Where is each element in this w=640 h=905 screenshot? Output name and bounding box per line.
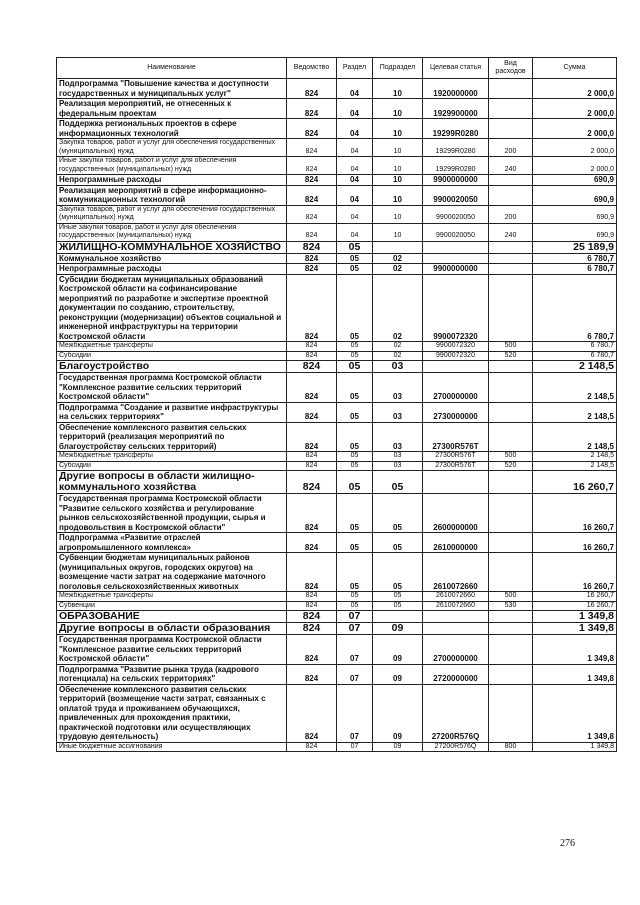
row-name: Межбюджетные трансферты [57,452,287,462]
row-target-article: 2720000000 [423,664,489,684]
row-name: Закупка товаров, работ и услуг для обеспечения государственных (муниципальных) нужд [57,205,287,223]
row-expense-type [489,274,533,342]
table-row [57,223,617,241]
row-section: 05 [337,494,373,533]
row-subsection: 05 [373,494,423,533]
row-expense-type [489,611,533,623]
row-name: ЖИЛИЩНО-КОММУНАЛЬНОЕ ХОЗЯЙСТВО [57,241,287,253]
row-subsection: 03 [373,361,423,373]
row-section: 04 [337,119,373,139]
row-department: 824 [287,79,337,99]
row-department: 824 [287,342,337,352]
row-amount: 2 148,5 [533,461,617,471]
row-subsection: 10 [373,223,423,241]
row-section: 07 [337,742,373,752]
row-name: Закупка товаров, работ и услуг для обеспечения государственных (муниципальных) нужд [57,139,287,157]
table-row [57,205,617,223]
row-name: Межбюджетные трансферты [57,342,287,352]
row-section: 07 [337,611,373,623]
row-section: 07 [337,664,373,684]
row-target-article: 9900072320 [423,274,489,342]
row-target-article: 27300R576T [423,452,489,462]
row-department: 824 [287,139,337,157]
row-department: 824 [287,452,337,462]
row-target-article: 2610072660 [423,553,489,592]
row-section: 05 [337,461,373,471]
row-target-article: 1920000000 [423,79,489,99]
row-subsection: 09 [373,664,423,684]
row-expense-type: 500 [489,592,533,602]
row-department: 824 [287,742,337,752]
row-target-article: 1929900000 [423,99,489,119]
row-target-article: 9900000000 [423,264,489,275]
row-name: Субвенции [57,601,287,611]
table-row [57,742,617,752]
row-department: 824 [287,253,337,264]
row-section: 07 [337,684,373,742]
row-department: 824 [287,157,337,175]
table-row [57,241,617,253]
row-expense-type: 500 [489,452,533,462]
table-row [57,99,617,119]
row-subsection: 10 [373,119,423,139]
row-expense-type [489,79,533,99]
header-amount: Сумма [533,58,617,79]
row-subsection: 10 [373,157,423,175]
row-subsection: 05 [373,592,423,602]
row-target-article: 9900020050 [423,185,489,205]
row-section: 05 [337,373,373,403]
row-section: 05 [337,253,373,264]
row-department: 824 [287,553,337,592]
header-name: Наименование [57,58,287,79]
row-expense-type [489,361,533,373]
row-department: 824 [287,99,337,119]
header-section: Раздел [337,58,373,79]
table-row [57,119,617,139]
row-amount: 6 780,7 [533,264,617,275]
row-department: 824 [287,274,337,342]
table-row [57,684,617,742]
row-subsection: 03 [373,461,423,471]
row-subsection: 02 [373,351,423,361]
row-name: Иные бюджетные ассигнования [57,742,287,752]
table-row [57,274,617,342]
row-department: 824 [287,264,337,275]
row-target-article [423,241,489,253]
row-target-article: 2700000000 [423,373,489,403]
row-section: 05 [337,533,373,553]
table-row [57,361,617,373]
row-name: Иные закупки товаров, работ и услуг для обеспечения государственных (муниципальных) нужд [57,223,287,241]
row-amount: 690,9 [533,205,617,223]
row-subsection: 02 [373,342,423,352]
table-row [57,253,617,264]
row-expense-type: 530 [489,601,533,611]
row-subsection: 10 [373,99,423,119]
table-body [57,79,617,752]
row-expense-type [489,373,533,403]
table-row [57,533,617,553]
table-row [57,422,617,452]
row-subsection: 03 [373,373,423,403]
row-amount: 2 000,0 [533,139,617,157]
table-row [57,592,617,602]
row-name: Обеспечение комплексного развития сельских территорий (возмещение части затрат, связанных с оплатой труда и проживанием обучающихся, привлеченных для прохождения практики, практической подготовки или осуществляющих трудовую деятельность) [57,684,287,742]
row-expense-type: 520 [489,461,533,471]
row-name: Иные закупки товаров, работ и услуг для обеспечения государственных (муниципальных) нужд [57,157,287,175]
row-name: Государственная программа Костромской области "Комплексное развитие сельских территорий Костромской области" [57,373,287,403]
table-header-row [57,58,617,79]
row-target-article: 2700000000 [423,635,489,665]
row-department: 824 [287,471,337,494]
row-amount: 16 260,7 [533,494,617,533]
row-name: Коммунальное хозяйство [57,253,287,264]
row-expense-type [489,533,533,553]
row-department: 824 [287,601,337,611]
row-subsection: 10 [373,175,423,186]
row-name: Непрограммные расходы [57,264,287,275]
row-amount: 6 780,7 [533,253,617,264]
table-row [57,175,617,186]
row-amount: 16 260,7 [533,533,617,553]
row-department: 824 [287,494,337,533]
row-subsection: 09 [373,623,423,635]
row-expense-type [489,175,533,186]
row-section: 05 [337,422,373,452]
row-target-article [423,623,489,635]
row-name: Подпрограмма "Развитие рынка труда (кадрового потенциала) на сельских территориях" [57,664,287,684]
row-department: 824 [287,611,337,623]
row-section: 04 [337,205,373,223]
row-name: Подпрограмма «Развитие отраслей агропромышленного комплекса» [57,533,287,553]
row-target-article: 27200R576Q [423,742,489,752]
row-amount: 1 349,8 [533,664,617,684]
row-department: 824 [287,119,337,139]
row-target-article: 27300R576T [423,422,489,452]
row-subsection: 10 [373,205,423,223]
row-subsection: 02 [373,274,423,342]
row-target-article: 9900072320 [423,351,489,361]
row-amount: 6 780,7 [533,274,617,342]
row-amount: 25 189,9 [533,241,617,253]
row-section: 05 [337,601,373,611]
row-department: 824 [287,592,337,602]
row-target-article: 27300R576T [423,461,489,471]
row-section: 04 [337,175,373,186]
row-section: 05 [337,241,373,253]
row-department: 824 [287,185,337,205]
row-name: Непрограммные расходы [57,175,287,186]
row-subsection: 10 [373,79,423,99]
row-name: Благоустройство [57,361,287,373]
row-department: 824 [287,402,337,422]
row-subsection [373,611,423,623]
row-name: Субсидии [57,461,287,471]
row-expense-type: 240 [489,157,533,175]
row-subsection: 02 [373,264,423,275]
table-row [57,664,617,684]
row-expense-type [489,471,533,494]
row-amount: 1 349,8 [533,623,617,635]
row-subsection: 03 [373,422,423,452]
row-name: Государственная программа Костромской области "Развитие сельского хозяйства и регулирование рынков сельскохозяйственной продукции, сырья и продовольствия в Костромской области" [57,494,287,533]
row-expense-type: 200 [489,139,533,157]
table-row [57,494,617,533]
row-department: 824 [287,461,337,471]
row-expense-type: 200 [489,205,533,223]
row-amount: 16 260,7 [533,592,617,602]
row-department: 824 [287,664,337,684]
header-target-article: Целевая статья [423,58,489,79]
row-expense-type [489,664,533,684]
row-expense-type [489,119,533,139]
row-subsection: 05 [373,553,423,592]
row-target-article: 9900020050 [423,205,489,223]
row-name: Субсидии бюджетам муниципальных образований Костромской области на софинансирование мероприятий по разработке и экспертизе проектной документации по созданию, строительству, реконструкции (модернизации) объектов социальной и инженерной инфраструктуры на территории Костромской области [57,274,287,342]
row-target-article: 9900072320 [423,342,489,352]
table-row [57,402,617,422]
row-amount: 1 349,8 [533,635,617,665]
row-amount: 2 148,5 [533,373,617,403]
row-target-article: 2610072660 [423,592,489,602]
row-name: Подпрограмма "Создание и развитие инфраструктуры на сельских территориях" [57,402,287,422]
row-subsection: 05 [373,533,423,553]
table-row [57,342,617,352]
row-amount: 1 349,8 [533,684,617,742]
row-department: 824 [287,175,337,186]
table-row [57,452,617,462]
row-name: Обеспечение комплексного развития сельских территорий (реализация мероприятий по благоустройству сельских территорий) [57,422,287,452]
row-expense-type [489,402,533,422]
row-expense-type [489,253,533,264]
row-expense-type [489,185,533,205]
row-amount: 6 780,7 [533,351,617,361]
budget-table-page [56,57,616,752]
row-expense-type [489,264,533,275]
table-row [57,601,617,611]
row-subsection [373,241,423,253]
row-section: 05 [337,553,373,592]
row-amount: 1 349,8 [533,742,617,752]
row-department: 824 [287,533,337,553]
row-expense-type [489,494,533,533]
header-department: Ведомство [287,58,337,79]
row-name: ОБРАЗОВАНИЕ [57,611,287,623]
row-target-article: 2610072660 [423,601,489,611]
row-target-article [423,253,489,264]
row-amount: 2 148,5 [533,361,617,373]
row-department: 824 [287,223,337,241]
row-target-article: 2600000000 [423,494,489,533]
table-row [57,553,617,592]
row-department: 824 [287,241,337,253]
row-target-article: 19299R0280 [423,119,489,139]
row-amount: 16 260,7 [533,601,617,611]
row-expense-type: 800 [489,742,533,752]
row-target-article: 27200R576Q [423,684,489,742]
row-expense-type: 520 [489,351,533,361]
row-name: Субвенции бюджетам муниципальных районов (муниципальных округов, городских округов) на возмещение части затрат на содержание маточного поголовья сельскохозяйственных животных [57,553,287,592]
row-target-article [423,611,489,623]
row-subsection: 10 [373,185,423,205]
row-section: 05 [337,402,373,422]
row-subsection: 10 [373,139,423,157]
row-section: 04 [337,185,373,205]
row-target-article [423,361,489,373]
row-name: Другие вопросы в области образования [57,623,287,635]
row-name: Реализация мероприятий в сфере информационно-коммуникационных технологий [57,185,287,205]
row-subsection: 05 [373,601,423,611]
row-target-article: 9900020050 [423,223,489,241]
row-section: 07 [337,623,373,635]
row-name: Подпрограмма "Повышение качества и доступности государственных и муниципальных услуг" [57,79,287,99]
row-expense-type: 240 [489,223,533,241]
row-expense-type [489,684,533,742]
row-section: 04 [337,79,373,99]
row-section: 04 [337,223,373,241]
table-row [57,373,617,403]
row-section: 05 [337,264,373,275]
row-amount: 2 148,5 [533,422,617,452]
row-department: 824 [287,635,337,665]
row-amount: 2 148,5 [533,452,617,462]
row-subsection: 09 [373,742,423,752]
table-row [57,185,617,205]
budget-table [56,57,617,752]
row-section: 05 [337,592,373,602]
row-expense-type: 500 [489,342,533,352]
row-amount: 2 148,5 [533,402,617,422]
row-subsection: 05 [373,471,423,494]
row-section: 04 [337,99,373,119]
row-expense-type [489,99,533,119]
row-name: Межбюджетные трансферты [57,592,287,602]
table-row [57,635,617,665]
row-target-article: 2730000000 [423,402,489,422]
row-section: 04 [337,157,373,175]
row-amount: 690,9 [533,223,617,241]
row-department: 824 [287,361,337,373]
row-target-article: 19299R0280 [423,139,489,157]
table-row [57,623,617,635]
row-expense-type [489,553,533,592]
table-row [57,611,617,623]
row-expense-type [489,422,533,452]
row-section: 05 [337,274,373,342]
row-name: Субсидии [57,351,287,361]
row-department: 824 [287,623,337,635]
table-row [57,139,617,157]
table-row [57,471,617,494]
row-amount: 690,9 [533,175,617,186]
row-department: 824 [287,351,337,361]
row-amount: 1 349,8 [533,611,617,623]
row-target-article: 2610000000 [423,533,489,553]
row-expense-type [489,635,533,665]
row-subsection: 03 [373,452,423,462]
row-target-article: 19299R0280 [423,157,489,175]
row-amount: 16 260,7 [533,553,617,592]
header-subsection: Подраздел [373,58,423,79]
row-name: Другие вопросы в области жилищно-коммунального хозяйства [57,471,287,494]
row-department: 824 [287,373,337,403]
header-expense-type: Вид расходов [489,58,533,79]
row-amount: 16 260,7 [533,471,617,494]
row-amount: 2 000,0 [533,99,617,119]
row-expense-type [489,623,533,635]
row-department: 824 [287,684,337,742]
row-section: 05 [337,342,373,352]
row-subsection: 09 [373,635,423,665]
row-amount: 2 000,0 [533,119,617,139]
row-amount: 690,9 [533,185,617,205]
row-name: Реализация мероприятий, не отнесенных к федеральным проектам [57,99,287,119]
row-section: 04 [337,139,373,157]
page-number: 276 [560,838,575,849]
table-row [57,264,617,275]
row-name: Поддержка региональных проектов в сфере информационных технологий [57,119,287,139]
row-section: 05 [337,452,373,462]
row-amount: 2 000,0 [533,157,617,175]
row-section: 05 [337,471,373,494]
row-amount: 2 000,0 [533,79,617,99]
table-row [57,79,617,99]
row-department: 824 [287,205,337,223]
row-name: Государственная программа Костромской области "Комплексное развитие сельских территорий Костромской области" [57,635,287,665]
row-target-article: 9900000000 [423,175,489,186]
row-subsection: 09 [373,684,423,742]
row-section: 05 [337,361,373,373]
row-amount: 6 780,7 [533,342,617,352]
row-subsection: 03 [373,402,423,422]
row-expense-type [489,241,533,253]
row-target-article [423,471,489,494]
row-section: 07 [337,635,373,665]
row-subsection: 02 [373,253,423,264]
table-row [57,157,617,175]
row-section: 05 [337,351,373,361]
row-department: 824 [287,422,337,452]
